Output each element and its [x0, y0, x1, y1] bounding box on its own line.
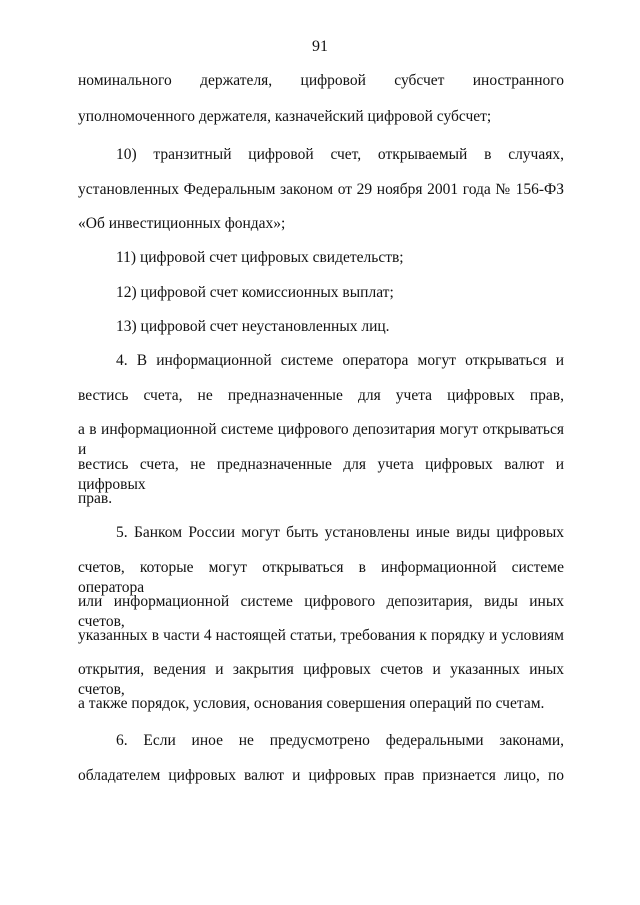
text-line: указанных в части 4 настоящей статьи, требования к порядку и условиям	[78, 627, 564, 644]
text-line: вестись счета, не предназначенные для учета цифровых валют и цифровых	[78, 456, 564, 493]
text-line: номинального держателя, цифровой субсчет иностранного	[78, 72, 564, 89]
text-line: прав.	[78, 490, 113, 507]
text-line: обладателем цифровых валют и цифровых прав признается лицо, по	[78, 767, 564, 784]
text-line: открытия, ведения и закрытия цифровых счетов и указанных иных счетов,	[78, 661, 564, 698]
text-line: или информационной системе цифрового депозитария, виды иных счетов,	[78, 593, 564, 630]
text-line: 13) цифровой счет неустановленных лиц.	[116, 318, 390, 335]
text-line: вестись счета, не предназначенные для учета цифровых прав,	[78, 387, 564, 404]
text-line: счетов, которые могут открываться в информационной системе оператора	[78, 559, 564, 596]
text-line: уполномоченного держателя, казначейский цифровой субсчет;	[78, 108, 492, 125]
text-line: 11) цифровой счет цифровых свидетельств;	[116, 249, 404, 266]
text-line: 5. Банком России могут быть установлены иные виды цифровых	[116, 524, 564, 541]
text-line: а в информационной системе цифрового депозитария могут открываться и	[78, 421, 564, 458]
text-line: 12) цифровой счет комиссионных выплат;	[116, 284, 394, 301]
text-line: установленных Федеральным законом от 29 ноября 2001 года № 156-ФЗ	[78, 181, 564, 198]
text-line: а также порядок, условия, основания совершения операций по счетам.	[78, 695, 545, 712]
text-line: 4. В информационной системе оператора могут открываться и	[116, 352, 564, 369]
text-line: «Об инвестиционных фондах»;	[78, 215, 286, 232]
text-line: 10) транзитный цифровой счет, открываемый в случаях,	[116, 146, 564, 163]
text-line: 6. Если иное не предусмотрено федеральными законами,	[116, 732, 564, 749]
page-number: 91	[312, 38, 328, 55]
